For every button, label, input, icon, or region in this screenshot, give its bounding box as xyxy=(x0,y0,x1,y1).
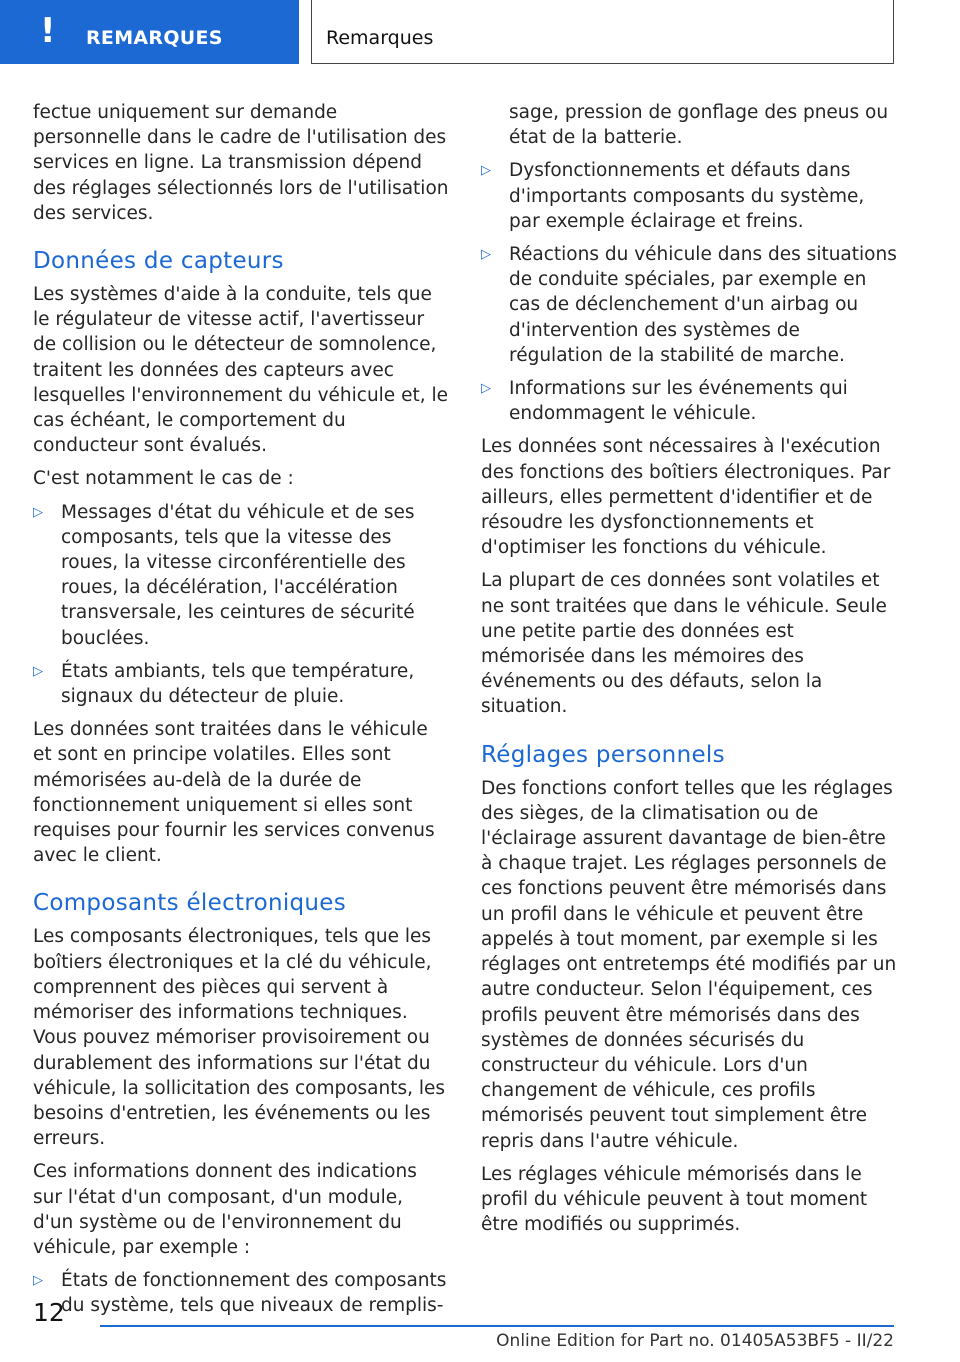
list-item-text: Informations sur les événements qui endommagent le véhicule. xyxy=(509,378,848,425)
paragraph: Des fonctions confort telles que les réglages des sièges, de la climatisation ou de l'éclairage assurent davantage de bien-être à chaque trajet. Les réglages personnels de ces fonctions peuvent être mémorisés dans un profil dans le véhicule et peuvent être appelés à tout moment, par exemple si les réglages ont entretemps été modifiés par un autre conducteur. Selon l'équipement, ces profils peuvent être mémorisés dans des systèmes de données sécurisés du constructeur du véhicule. Lors d'un changement de véhicule, ces profils mémorisés peuvent tout simplement être repris dans l'autre véhicule. xyxy=(481,777,897,1152)
triangle-bullet-icon: ▷ xyxy=(481,381,491,397)
triangle-bullet-icon: ▷ xyxy=(33,1273,43,1289)
paragraph: Les données sont nécessaires à l'exécution des fonctions des boîtiers électroniques. Par ailleurs, elles permettent d'identifier et de résoudre les dysfonctionnements et d'optimiser les fonctions du véhicule. xyxy=(481,436,891,559)
section-label: REMARQUES xyxy=(86,27,223,49)
paragraph: fectue uniquement sur demande personnelle dans le cadre de l'utilisation des services en ligne. La transmission dépend des réglages sélectionnés lors de l'utilisation des services. xyxy=(33,102,449,224)
chapter-header xyxy=(311,0,894,64)
list-continuation: sage, pression de gonflage des pneus ou état de la batterie. xyxy=(509,102,889,149)
paragraph: C'est notamment le cas de : xyxy=(33,468,294,490)
paragraph: Les composants électroniques, tels que les boîtiers électroniques et la clé du véhicule, comprennent des pièces qui servent à mémoriser des informations techniques. Vous pouvez mémoriser provisoirement ou durablement des informations sur l'état du véhicule, la sollicitation des composants, les besoins d'entretien, les événements ou les erreurs. xyxy=(33,926,446,1150)
list-item-text: États de fonctionnement des composants du système, tels que niveaux de remplis- xyxy=(61,1270,447,1317)
paragraph: Les systèmes d'aide à la conduite, tels que le régulateur de vitesse actif, l'avertisseur de collision ou le détecteur de somnolence, traitent les données des capteurs avec lesquelles l'environnement du véhicule et, le cas échéant, le comportement du conducteur sont évalués. xyxy=(33,284,448,457)
page-number: 12 xyxy=(33,1298,65,1327)
left-column xyxy=(33,100,449,1327)
section-tab xyxy=(0,0,299,64)
edition-footer: Online Edition for Part no. 01405A53BF5 - II/22 xyxy=(496,1331,894,1351)
paragraph: La plupart de ces données sont volatiles et ne sont traitées que dans le véhicule. Seule une petite partie des données est mémorisée dans les mémoires des événements ou des défauts, selon la situation. xyxy=(481,570,887,718)
paragraph: Ces informations donnent des indications sur l'état d'un composant, d'un module, d'un système ou de l'environnement du véhicule, par exemple : xyxy=(33,1161,417,1258)
warning-icon: ! xyxy=(40,11,56,51)
paragraph: Les réglages véhicule mémorisés dans le profil du véhicule peuvent à tout moment être modifiés ou supprimés. xyxy=(481,1163,868,1236)
bullet-list xyxy=(481,158,897,426)
heading-capteurs: Données de capteurs xyxy=(33,248,284,275)
list-item xyxy=(481,376,897,426)
triangle-bullet-icon: ▷ xyxy=(33,663,43,679)
list-item xyxy=(33,659,449,709)
bullet-list xyxy=(33,500,449,710)
list-item-text: Dysfonctionnements et défauts dans d'importants composants du système, par exemple éclairage et freins. xyxy=(509,160,865,232)
chapter-title: Remarques xyxy=(326,27,434,49)
triangle-bullet-icon: ▷ xyxy=(481,163,491,179)
right-column xyxy=(481,100,897,1245)
footer-divider xyxy=(100,1325,894,1327)
list-item xyxy=(33,500,449,651)
triangle-bullet-icon: ▷ xyxy=(481,247,491,263)
heading-composants: Composants électroniques xyxy=(33,890,347,917)
list-item xyxy=(33,1268,449,1318)
paragraph: Les données sont traitées dans le véhicule et sont en principe volatiles. Elles sont mémorisées au-delà de la durée de fonctionnement uniquement si elles sont requises pour fournir les services convenus avec le client. xyxy=(33,719,435,867)
list-item-text: États ambiants, tels que température, signaux du détecteur de pluie. xyxy=(61,660,415,708)
heading-reglages: Réglages personnels xyxy=(481,741,725,768)
list-item-text: Messages d'état du véhicule et de ses composants, tels que la vitesse des roues, la vitesse circonférentielle des roues, la décélération, l'accélération transversale, les ceintures de sécurité bouclées. xyxy=(61,501,415,649)
list-item xyxy=(481,242,897,368)
triangle-bullet-icon: ▷ xyxy=(33,504,43,520)
bullet-list xyxy=(33,1268,449,1318)
list-item xyxy=(481,158,897,234)
list-item-text: Réactions du véhicule dans des situations de conduite spéciales, par exemple en cas de déclenchement d'un airbag ou d'intervention des systèmes de régulation de la stabilité de marche. xyxy=(509,244,897,366)
